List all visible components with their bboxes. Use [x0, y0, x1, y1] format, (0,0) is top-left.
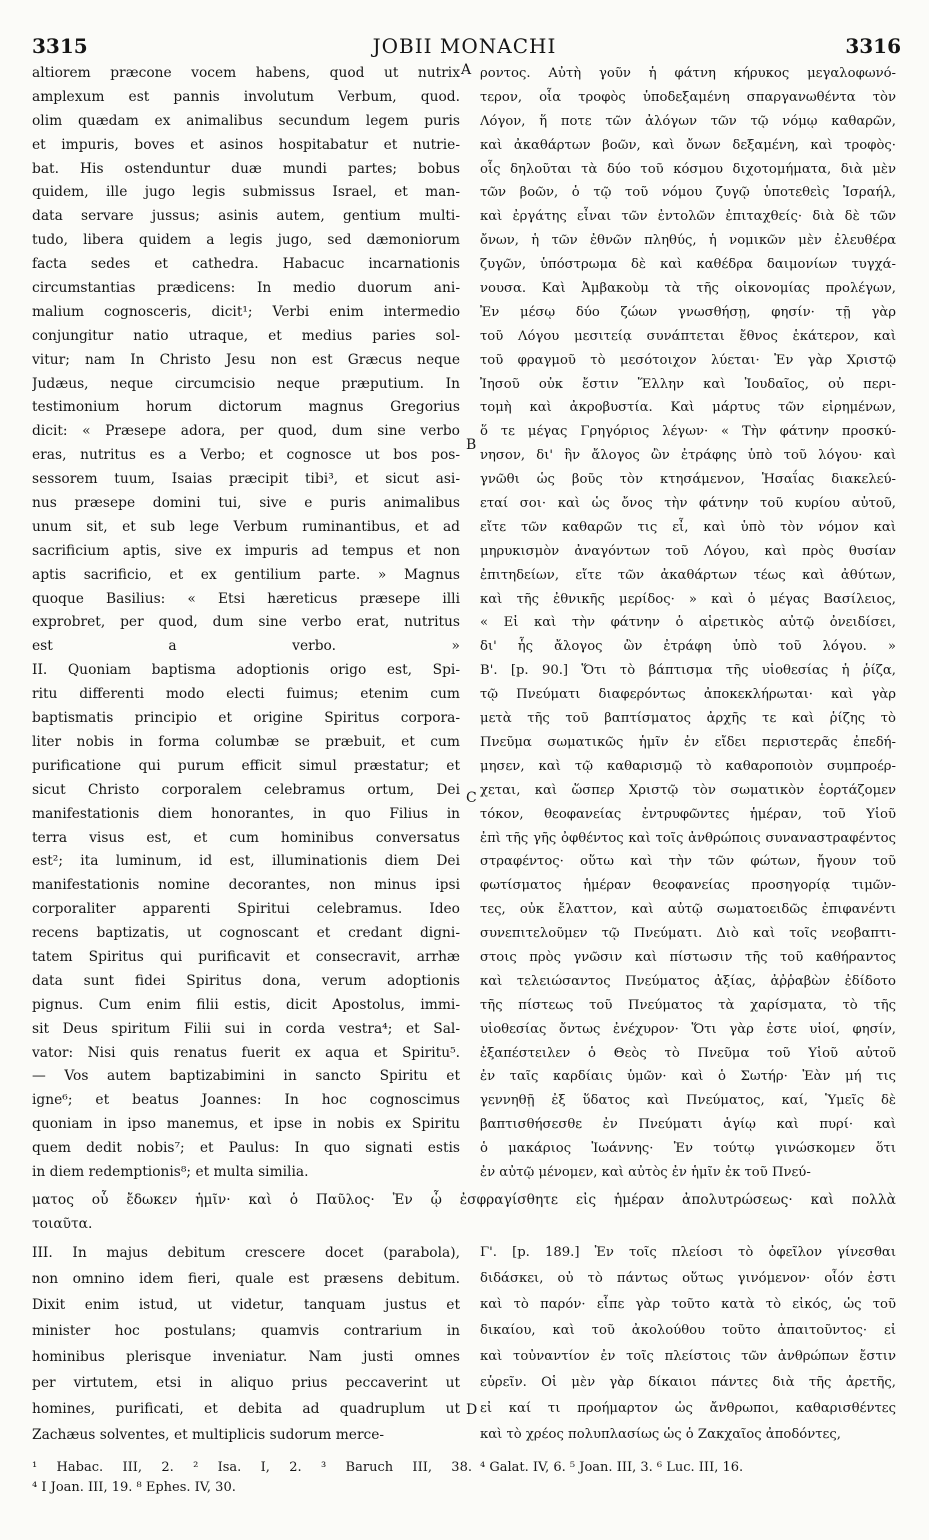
greek-text-line: καὶ τὸ χρέος πολυπλασίως ὡς ὁ Ζακχαῖος ἀποδόντες, [480, 1427, 841, 1442]
greek-text-line: καὶ τὸ παρόν· εἶπε γὰρ τοῦτο κατὰ τὸ εἰκός, ὡς τοῦ [480, 1297, 896, 1312]
greek-text-line: ὄνων, ἡ τῶν ἐθνῶν πληθύς, ἡ νομικῶν μὲν ἐλευθέρα [480, 233, 896, 249]
greek-text-line: χεται, καὶ ὥσπερ Χριστῷ τὸν σωματικὸν ἑορτάζομεν [480, 782, 896, 798]
greek-text-line: μετὰ τῆς τοῦ βαπτίσματος ἀρχῆς τε καὶ ῥίζης τὸ [480, 711, 896, 727]
latin-text-line: olim quædam ex animalibus secundum legem puris [32, 112, 460, 129]
greek-text-line: Β'. [p. 90.] Ὅτι τὸ βάπτισμα τῆς υἱοθεσίας ἡ ῥίζα, [480, 663, 896, 679]
greek-text-line: τῶν βοῶν, ὁ τῷ τοῦ νόμου ζυγῷ ὑποτεθεὶς Ἰσραήλ, [480, 185, 896, 201]
greek-text-line: τοῦ φραγμοῦ τὸ μεσότοιχον λύεται· Ἐν γὰρ Χριστῷ [480, 352, 896, 368]
latin-text-line: quoniam in ipso manemus, et ipse in nobis ex Spiritu [32, 1116, 460, 1133]
latin-text-line: dicit: « Præsepe adora, per quod, dum sine verbo [32, 423, 460, 440]
latin-text-line: sessorem tuum, Isaias præcipit tibi³, et sicut asi- [32, 471, 460, 488]
greek-text-line: δι' ἧς ἄλογος ὢν ἐτράφη ὑπὸ τοῦ λόγου. » [480, 639, 896, 655]
greek-text-line: τῷ Πνεύματι διαφερόντως ἀποκεκλήρωται· καὶ γὰρ [480, 687, 896, 703]
greek-text-line: υἱοθεσίας ὄντως ἐνέχυρον· Ὅτι γὰρ ἐστε υἱοί, φησίν, [480, 1021, 896, 1037]
greek-text-line: Γ'. [p. 189.] Ἐν τοῖς πλείοσι τὸ ὀφεῖλον γίνεσθαι [480, 1245, 896, 1260]
greek-text-line: συνεπιτελοῦμεν τῷ Πνεύματι. Διὸ καὶ τοῖς νεοβαπτι- [480, 926, 896, 942]
latin-text-line: III. In majus debitum crescere docet (parabola), [32, 1245, 460, 1261]
page-number-right: 3316 [845, 34, 901, 58]
latin-column-section-3 [32, 1240, 460, 1448]
latin-text-line: recens baptizatis, ut cognoscant et credant digni- [32, 925, 460, 942]
greek-text-line: βαπτισθήσεσθε ἐν Πνεύματι ἁγίῳ καὶ πυρί· καὶ [480, 1117, 896, 1133]
margin-letter-c: C [466, 790, 477, 806]
latin-text-line: aptis sacrificio, et ex gentilium parte. » Magnus [32, 566, 460, 583]
latin-text-line: amplexum est pannis involutum Verbum, quod. [32, 88, 460, 105]
greek-text-line: ἐπὶ τῆς γῆς ὀφθέντος καὶ τοῖς ἀνθρώποις συναναστραφέντος [480, 830, 896, 846]
greek-text-line: ἐπιτηδείων, εἴτε τῶν ἀκαθάρτων τέως καὶ ἀθύτων, [480, 567, 896, 583]
latin-text-line: igne⁶; et beatus Joannes: In hoc cognoscimus [32, 1092, 460, 1109]
latin-text-line: Zachæus solventes, et multiplicis sudorum merce- [32, 1427, 385, 1443]
greek-text-line: « Εἰ καὶ τὴν φάτνην ὁ αἱρετικὸς αὐτῷ ὀνειδίσει, [480, 615, 896, 631]
latin-text-line: manifestationis diem honorantes, in quo Filius in [32, 805, 460, 822]
latin-text-line: liter nobis in forma columbæ se præbuit, et cum [32, 733, 460, 750]
footnote-line: ¹ Habac. III, 2. ² Isa. I, 2. ³ Baruch III, 38. [32, 1460, 472, 1475]
latin-text-line: II. Quoniam baptisma adoptionis origo est, Spi- [32, 662, 460, 679]
full-width-greek [32, 1188, 896, 1236]
margin-letter-a: A [461, 62, 472, 78]
latin-text-line: vitur; nam In Christo Jesu non est Græcus neque [32, 351, 460, 368]
greek-text-line: ζυγῶν, ὑπόστρωμα δὲ καὶ καθέδρα δαιμονίων τυγχά- [480, 257, 896, 273]
greek-text-line: μησεν, καὶ τῷ καθαρισμῷ τὸ καθαροποιὸν συμπροέρ- [480, 758, 896, 774]
greek-text-line: ὅ τε μέγας Γρηγόριος λέγων· « Τὴν φάτνην προσκύ- [480, 424, 896, 440]
latin-text-line: minister hoc postulans; quamvis contrarium in [32, 1323, 460, 1339]
latin-text-line: data servare jussus; asinis autem, gentium multi- [32, 208, 460, 225]
footnote-line: ⁴ I Joan. III, 19. ⁸ Ephes. IV, 30. [32, 1480, 236, 1495]
latin-text-line: exprobret, per quod, dum sine verbo erat, nutritus [32, 614, 460, 631]
greek-text-line: διδάσκει, οὐ τὸ πάντως οὕτως γινόμενον· οἷόν ἐστι [480, 1271, 896, 1286]
latin-text-line: nus præsepe domini tui, sive e puris animalibus [32, 495, 460, 512]
greek-text-line: καὶ ἐργάτης εἶναι τῶν ἐντολῶν ἐπιταχθείς· διὰ δὲ τῶν [480, 209, 896, 225]
greek-text-line: γνῶθι ὡς βοῦς τὸν κτησάμενον, Ἡσαΐας διακελεύ- [480, 472, 896, 488]
greek-text-line: ὁ μακάριος Ἰωάννης· Ἐν τούτῳ γινώσκομεν ὅτι [480, 1141, 896, 1157]
footnotes-right [480, 1458, 896, 1478]
greek-text-line: Ἐν μέσῳ δύο ζώων γνωσθήσῃ, φησίν· τῇ γὰρ [480, 304, 896, 320]
latin-text-line: conjungitur natio utraque, et medius paries sol- [32, 327, 460, 344]
latin-text-line: est a verbo. » [32, 638, 460, 655]
latin-text-line: eras, nutritus es a Verbo; et cognosce ut bos pos- [32, 447, 460, 464]
greek-text-line: εὑρεῖν. Οἱ μὲν γὰρ δίκαιοι πάντες διὰ τῆς ἀρετῆς, [480, 1375, 896, 1390]
full-width-text-line: ματος οὗ ἔδωκεν ἡμῖν· καὶ ὁ Παῦλος· Ἐν ᾧ ἐσφραγίσθητε εἰς ἡμέραν ἀπολυτρώσεως· καὶ πολλὰ [32, 1192, 896, 1208]
greek-text-line: τομὴ καὶ ἀκροβυστία. Καὶ μάρτυς τῶν εἰρημένων, [480, 400, 896, 416]
latin-text-line: malium cognosceris, dicit¹; Verbi enim intermedio [32, 303, 460, 320]
greek-text-line: ἐν ταῖς καρδίαις ὑμῶν· καὶ ὁ Σωτήρ· Ἐὰν μή τις [480, 1069, 896, 1085]
greek-text-line: τες, οὐκ ἔλαττον, καὶ αὐτῷ σωματοειδῶς ἐπιφανέντι [480, 902, 896, 918]
latin-text-line: sit Deus spiritum Filii sui in corda vestra⁴; et Sal- [32, 1020, 460, 1037]
latin-text-line: in diem redemptionis⁸; et multa similia. [32, 1163, 309, 1180]
latin-text-line: tatem Spiritus qui purificavit et consecravit, arrhæ [32, 948, 460, 965]
latin-text-line: bat. His ostenduntur duæ mundi partes; bobus [32, 160, 460, 177]
page-number-left: 3315 [32, 34, 88, 58]
latin-text-line: corporaliter apparenti Spiritui celebramus. Ideo [32, 901, 460, 918]
greek-text-line: τόκον, θεοφανείας ἐντρυφῶντες ἡμέραν, τοῦ Υἱοῦ [480, 806, 896, 822]
margin-letter-d: D [466, 1402, 478, 1418]
greek-text-line: τερον, οἷα τροφὸς ὑποδεξαμένη σπαργανωθέντα τὸν [480, 89, 896, 105]
greek-text-line: τῆς πίστεως τοῦ Πνεύματος τὰ χαρίσματα, τὸ τῆς [480, 997, 896, 1013]
greek-column-section-3 [480, 1240, 896, 1448]
latin-text-line: unum sit, et sub lege Verbum ruminantibus, et ad [32, 518, 460, 535]
latin-text-line: purificatione qui purum efficit simul præstatur; et [32, 757, 460, 774]
greek-text-line: Πνεῦμα σωματικῶς ἡμῖν ἐν εἴδει περιστερᾶς ἐπεδή- [480, 734, 896, 750]
greek-column [480, 62, 896, 1185]
greek-text-line: καὶ ἀκαθάρτων βοῶν, καὶ ὄνων δεξαμένη, καὶ τροφὸς· [480, 137, 896, 153]
greek-text-line: εἴτε τῶν καθαρῶν τις εἶ, καὶ ὑπὸ τὸν νόμον καὶ [480, 519, 896, 535]
greek-text-line: καὶ τοὐναντίον ἐν τοῖς πλείστοις τῶν ἀνθρώπων ἔστιν [480, 1349, 896, 1364]
latin-text-line: sacrificium aptis, sive ex impuris ad tempus et non [32, 542, 460, 559]
greek-text-line: ἐξαπέστειλεν ὁ Θεὸς τὸ Πνεῦμα τοῦ Υἱοῦ αὐτοῦ [480, 1045, 896, 1061]
margin-letter-b: B [466, 437, 477, 453]
greek-text-line: νουσα. Καὶ Ἀμβακοὺμ τὰ τῆς οἰκονομίας προλέγων, [480, 281, 896, 297]
greek-text-line: Ἰησοῦ οὐκ ἔστιν Ἕλλην καὶ Ἰουδαῖος, οὐ περι- [480, 376, 896, 392]
greek-text-line: ροντος. Αὐτὴ γοῦν ἡ φάτνη κήρυκος μεγαλοφωνό- [480, 66, 896, 81]
greek-text-line: εἰ καί τι προήμαρτον ὡς ἄνθρωποι, καθαρισθέντες [480, 1401, 896, 1416]
latin-text-line: facta sedes et cathedra. Habacuc incarnationis [32, 256, 460, 273]
greek-text-line: τοῦ Λόγου μεσιτείᾳ συνάπτεται ἔθνος ἑκάτερον, καὶ [480, 328, 896, 344]
latin-text-line: tudo, libera quidem a legis jugo, sed dæmoniorum [32, 232, 460, 249]
greek-text-line: νησον, δι' ἣν ἄλογος ὢν ἐτράφης ὑπὸ τοῦ λόγου· καὶ [480, 448, 896, 464]
greek-text-line: ἐν αὐτῷ μένομεν, καὶ αὐτὸς ἐν ἡμῖν ἐκ τοῦ Πνεύ- [480, 1164, 811, 1180]
latin-text-line: baptismatis principio et origine Spiritus corpora- [32, 710, 460, 727]
greek-text-line: καὶ τελειώσαντος Πνεύματος ἀξίας, ἀῤῥαβὼν ἐδίδοτο [480, 973, 896, 989]
full-width-text-line: τοιαῦτα. [32, 1216, 93, 1232]
footnote-line: ⁴ Galat. IV, 6. ⁵ Joan. III, 3. ⁶ Luc. III, 16. [480, 1460, 744, 1475]
latin-text-line: vator: Nisi quis renatus fuerit ex aqua et Spiritu⁵. [32, 1044, 460, 1061]
latin-text-line: quoque Basilius: « Etsi hæreticus præsepe illi [32, 590, 460, 607]
greek-text-line: μηρυκισμὸν ἀναγόντων τοῦ Λόγου, καὶ πρὸς θυσίαν [480, 543, 896, 559]
latin-text-line: Dixit enim istud, ut videtur, tanquam justus et [32, 1297, 460, 1313]
greek-text-line: Λόγον, ἥ ποτε τῶν ἀλόγων τῶν τῷ νόμῳ καθαρῶν, [480, 113, 896, 129]
latin-text-line: sicut Christo corporalem celebramus ortum, Dei [32, 781, 460, 798]
latin-text-line: data sunt fidei Spiritus dona, verum adoptionis [32, 972, 460, 989]
greek-text-line: στοις πρὸς γνῶσιν καὶ πίστωσιν τῆς τοῦ καθήραντος [480, 949, 896, 965]
greek-text-line: στραφέντος· οὕτω καὶ τὴν τῶν φώτων, ἤγουν τοῦ [480, 854, 896, 870]
greek-text-line: καὶ τῆς ἐθνικῆς μερίδος· » καὶ ὁ μέγας Βασίλειος, [480, 591, 896, 607]
latin-text-line: quem dedit nobis⁷; et Paulus: In quo signati estis [32, 1140, 460, 1157]
latin-column [32, 62, 460, 1185]
latin-text-line: pignus. Cum enim filii estis, dicit Apostolus, immi- [32, 996, 460, 1013]
latin-text-line: non omnino idem fieri, quale est præsens debitum. [32, 1271, 460, 1287]
latin-text-line: quidem, ille jugo legis submissus Israel, et man- [32, 184, 460, 201]
latin-text-line: Judæus, neque circumcisio neque præputium. In [32, 375, 460, 392]
greek-text-line: οἷς δηλοῦται τὰ δύο τοῦ κόσμου διχοτομήματα, διὰ μὲν [480, 161, 896, 177]
greek-text-line: δικαίου, καὶ τοῦ ἀκολούθου τοῦτο ἀπαιτοῦντος· εἰ [480, 1323, 896, 1338]
latin-text-line: hominibus plerisque inveniatur. Nam justi omnes [32, 1349, 460, 1365]
latin-text-line: est²; ita luminum, id est, illuminationis diem Dei [32, 853, 460, 870]
greek-text-line: εταί σοι· καὶ ὡς ὄνος τὴν φάτνην τοῦ κυρίου αὐτοῦ, [480, 496, 896, 512]
latin-text-line: homines, purificati, et debita ad quadruplum ut [32, 1401, 460, 1417]
latin-text-line: manifestationis nomine decorantes, non minus ipsi [32, 877, 460, 894]
latin-text-line: per virtutem, etsi in aliquo prius peccaverint ut [32, 1375, 460, 1391]
footnotes-left [32, 1458, 472, 1498]
latin-text-line: et impuris, boves et asinos hospitabatur et nutrie- [32, 136, 460, 153]
latin-text-line: altiorem præcone vocem habens, quod ut nutrix [32, 65, 460, 81]
greek-text-line: φωτίσματος ἡμέραν θεοφανείας προσηγορίᾳ τιμῶν- [480, 878, 896, 894]
latin-text-line: ritu differenti modo electi fuimus; etenim cum [32, 686, 460, 703]
running-title: JOBII MONACHI [372, 34, 557, 58]
greek-text-line: γεννηθῇ ἐξ ὕδατος καὶ Πνεύματος, καί, Ὑμεῖς δὲ [480, 1093, 896, 1109]
latin-text-line: testimonium horum dictorum magnus Gregorius [32, 399, 460, 416]
latin-text-line: terra visus est, et cum hominibus conversatus [32, 829, 460, 846]
latin-text-line: — Vos autem baptizabimini in sancto Spiritu et [32, 1068, 460, 1085]
latin-text-line: circumstantias prædicens: In medio duorum ani- [32, 280, 460, 297]
